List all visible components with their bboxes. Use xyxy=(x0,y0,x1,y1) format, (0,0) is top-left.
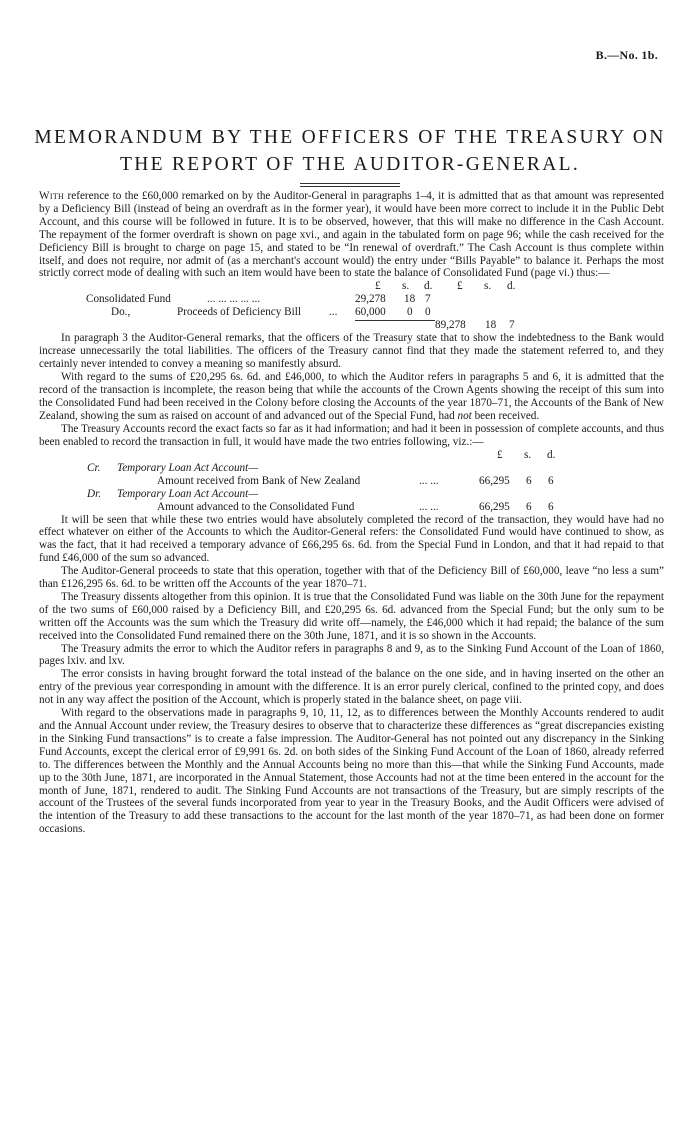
paragraph-2: In paragraph 3 the Auditor-General remarks, that the officers of the Treasury state that to show the indebtedness to the Bank would increase unnecessarily the total liabilities. The officers of the Treasury cannot find that they made the statement referred to, and they certainly never intended to convey a meaning so manifestly absurd. xyxy=(39,332,664,371)
table2-header-row xyxy=(39,449,664,462)
cr-entry-row xyxy=(39,475,664,488)
cr-side-label: Cr. xyxy=(87,461,101,474)
table1-header-pounds-total: £ xyxy=(457,280,463,293)
document-title: MEMORANDUM BY THE OFFICERS OF THE TREASURY ON THE REPORT OF THE AUDITOR-GENERAL. xyxy=(34,127,666,175)
table1-total-pence: 7 xyxy=(509,319,515,332)
table1-row2-pence: 0 xyxy=(425,306,431,319)
table1-row1-shillings: 18 xyxy=(404,293,416,306)
dr-side-label: Dr. xyxy=(87,487,101,500)
table1-total-rule xyxy=(355,320,435,321)
table1-header-pounds: £ xyxy=(375,280,381,293)
dr-entry-pounds: 66,295 xyxy=(479,500,510,513)
table1-row1-pounds: 29,278 xyxy=(355,293,386,306)
title-rule xyxy=(300,183,400,184)
paragraph-10: With regard to the observations made in paragraphs 9, 10, 11, 12, as to differences between the Monthly Accounts rendered to audit and the Annual Account under review, the Treasury desires to observe that to characterize these differences as “great discrepancies existing in the Sinking Fund transactions” is to create a false impression. The Auditor-General has not pointed out any discrepancy in the Sinking Fund Accounts, except the clerical error of £9,991 6s. 2d. on both sides of the Sinking Fund Account of the Loan of 1860, already referred to. The differences between the Monthly and the Annual Accounts being no more than this—that while the Sinking Fund Accounts, made up to the 30th June, 1871, are incorporated in the Annual Statement, those Accounts had not at the time been entered in the account for the month of June, 1871, rendered to audit. The Sinking Fund Accounts are not transactions of the Treasury, but are simply rescripts of the account of the Trustees of the several funds incorporated from year to year in the Treasury Books, and the Audit Officers were advised of the intention of the Treasury to add these transactions to the account for the last month of the year 1870–71, as had been done on former occasions. xyxy=(39,707,664,836)
paragraph-3-text-a: With regard to the sums of £20,295 6s. 6d. and £46,000, to which the Auditor refers in paragraphs 5 and 6, it is admitted that the record of the transaction is incomplete, the reason being that while the accounts of the Crown Agents showing the receipt of this sum into the Consolidated Fund had been received in the Colony before closing the Accounts of the year 1870–71, the Accounts of the Bank of New Zealand, showing the sum as raised on account of and advanced out of the Special Fund, had xyxy=(39,371,664,422)
dr-entry-description: Amount advanced to the Consolidated Fund xyxy=(157,500,355,513)
table1-row2-pounds: 60,000 xyxy=(355,306,386,319)
table1-header-shillings: s. xyxy=(402,280,410,293)
table2-header-pounds: £ xyxy=(497,448,503,461)
paragraph-3-emphasis: not xyxy=(457,409,472,422)
cr-entry-pounds: 66,295 xyxy=(479,474,510,487)
paragraph-7: The Treasury dissents altogether from this opinion. It is true that the Consolidated Fund was liable on the 30th June for the repayment of the two sums of £60,000 raised by a Deficiency Bill, and £20,295 6s. 6d. advanced from the Special Fund; but the only sum to be written off the Accounts was the sum which the Treasury did write off—namely, the £46,000 which it had repaid; the balance of the sum received into the Consolidated Fund remained there on the 30th June, 1871, and it is so shown in the Accounts. xyxy=(39,590,664,642)
dr-entry-shillings: 6 xyxy=(526,500,532,513)
cr-entry-dots: ... ... xyxy=(419,474,439,487)
table2-header-shillings: s. xyxy=(524,448,532,461)
dr-account-line xyxy=(39,488,664,501)
table1-header-pence-total: d. xyxy=(507,280,516,293)
table1-row1-pence: 7 xyxy=(425,293,431,306)
paragraph-5: It will be seen that while these two entries would have absolutely completed the record of the transaction, they would have had no effect whatever on either of the Accounts to which the Auditor-General refers: the Consolidated Fund would have continued to show, as was the fact, that it had received a temporary advance of £66,295 6s. 6d. from the Special Fund in London, and that it had repaid to that fund £46,000 of the sum so advanced. xyxy=(39,513,664,565)
dr-entry-row xyxy=(39,501,664,514)
dr-entry-pence: 6 xyxy=(548,500,554,513)
table1-header-pence: d. xyxy=(424,280,433,293)
cr-entry-shillings: 6 xyxy=(526,474,532,487)
title-rule-lower xyxy=(300,186,400,187)
table1-header-shillings-total: s. xyxy=(484,280,492,293)
paragraph-9: The error consists in having brought forward the total instead of the balance on the one side, and in having inserted on the other an entry of the previous year corresponding in amount with the difference. It is an error purely clerical, confined to the printed copy, and does not in any way affect the position of the Account, which is properly stated in the balance sheet, on page viii. xyxy=(39,668,664,707)
table1-total-pounds: 89,278 xyxy=(435,319,466,332)
dr-entry-dots: ... ... xyxy=(419,500,439,513)
cr-account-line xyxy=(39,462,664,475)
table1-row-consolidated xyxy=(39,293,664,306)
cr-account-name: Temporary Loan Act Account— xyxy=(117,461,259,474)
table1-row-total xyxy=(39,319,664,332)
paragraph-8: The Treasury admits the error to which the Auditor refers in paragraphs 8 and 9, as to the Sinking Fund Account of the Loan of 1860, pages lxiv. and lxv. xyxy=(39,642,664,668)
cr-entry-pence: 6 xyxy=(548,474,554,487)
table1-row1-dots: ... ... ... ... ... xyxy=(207,293,261,306)
paragraph-1-text: reference to the £60,000 remarked on by the Auditor-General in paragraphs 1–4, it is admitted that as that amount was represented by a Deficiency Bill (instead of being an overdraft as in the former year), it would have been more correct to include it in the Public Debt Account, and this course will be followed in future. It is to be observed, however, that this will make no difference in the Cash Account. The repayment of the former overdraft is shown on page xvi., and again in the tabulated form on page 96; while the cash received for the Deficiency Bill is brought to charge on page 15, and stated to be “In renewal of overdraft.” The Cash Account is thus complete within itself, and does not require, nor admit of (as a merchant's account would) the entry under “Bills Payable” to balance it. Perhaps the most strictly correct mode of dealing with such an item would have been to state the balance of Consolidated Fund (page vi.) thus:— xyxy=(39,190,664,280)
table1-row1-label: Consolidated Fund xyxy=(86,293,171,306)
paragraph-4: The Treasury Accounts record the exact facts so far as it had information; and had it been in possession of complete accounts, and thus been enabled to record the transaction in full, it would have made the two entries following, viz.:— xyxy=(39,422,664,448)
paragraph-1-lead: With xyxy=(39,190,65,202)
table1-header-row xyxy=(39,280,664,293)
cr-entry-description: Amount received from Bank of New Zealand xyxy=(157,474,361,487)
table2-header-pence: d. xyxy=(547,448,556,461)
paragraph-3-text-b: been received. xyxy=(471,409,540,422)
table1-row2-dots: ... xyxy=(329,306,338,319)
loan-account-entries xyxy=(39,449,664,514)
table1-row2-shillings: 0 xyxy=(407,306,413,319)
paragraph-1 xyxy=(39,190,664,280)
document-reference: B.—No. 1b. xyxy=(595,48,658,62)
dr-account-name: Temporary Loan Act Account— xyxy=(117,487,259,500)
memorandum-body xyxy=(39,190,664,836)
paragraph-6: The Auditor-General proceeds to state that this operation, together with that of the Deficiency Bill of £60,000, leave “no less a sum” than £126,295 6s. 6d. to be written off the Accounts of the year 1870–71. xyxy=(39,565,664,591)
table1-row-deficiency xyxy=(39,306,664,319)
paragraph-3 xyxy=(39,371,664,423)
table1-row2-label: Do., xyxy=(111,306,131,319)
table1-row2-detail: Proceeds of Deficiency Bill xyxy=(177,306,301,319)
consolidated-fund-table xyxy=(39,280,664,332)
table1-total-shillings: 18 xyxy=(485,319,497,332)
